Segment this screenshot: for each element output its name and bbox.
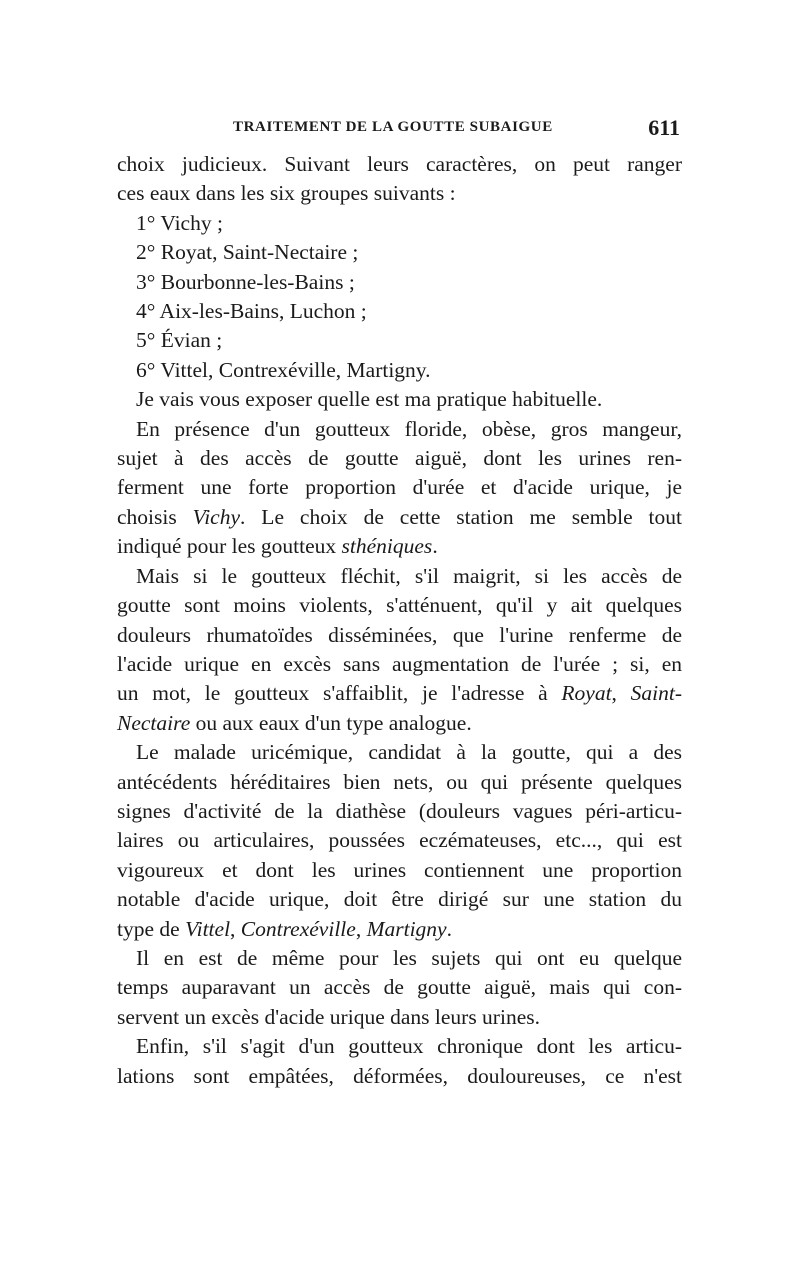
- spa-name-saint-nectaire: Saint-: [630, 681, 683, 706]
- page-number: 611: [648, 115, 680, 140]
- text-line: ces eaux dans les six groupes suivants :: [117, 181, 456, 206]
- spa-name-martigny: Martigny: [366, 916, 447, 941]
- spa-name-vittel: Vittel: [185, 916, 231, 941]
- text-run: un mot, le goutteux s'affaiblit, je l'adresse à: [117, 681, 562, 706]
- text-line: notable d'acide urique, doit être dirigé sur une station du: [117, 887, 682, 912]
- group-item-6: 6° Vittel, Contrexéville, Martigny.: [136, 357, 431, 382]
- spa-name-saint-nectaire: Nectaire: [117, 710, 191, 735]
- text-line: sujet à des accès de goutte aiguë, dont les urines ren-: [117, 446, 682, 471]
- body-text: [117, 150, 682, 1091]
- text-run: . Le choix de cette station me semble tout: [240, 504, 682, 529]
- text-line: temps auparavant un accès de goutte aiguë, mais qui con-: [117, 975, 682, 1000]
- text-line: laires ou articulaires, poussées eczémateuses, etc..., qui est: [117, 828, 682, 853]
- text-line: [117, 915, 682, 944]
- spa-name-vichy: Vichy: [192, 504, 241, 529]
- text-line: choix judicieux. Suivant leurs caractères, on peut ranger: [117, 152, 682, 176]
- text-line: lations sont empâtées, déformées, douloureuses, ce n'est: [117, 1063, 682, 1088]
- group-item-4: 4° Aix-les-Bains, Luchon ;: [136, 299, 367, 324]
- text-run: .: [432, 534, 438, 559]
- text-line: [117, 679, 682, 708]
- text-run: ,: [611, 681, 631, 706]
- text-run: ,: [355, 916, 367, 941]
- text-line: Il en est de même pour les sujets qui ont eu quelque: [136, 945, 682, 970]
- text-line: signes d'activité de la diathèse (douleurs vagues péri-articu-: [117, 798, 682, 823]
- running-title: TRAITEMENT DE LA GOUTTE SUBAIGUE: [233, 119, 553, 135]
- text-run: ou aux eaux d'un type analogue.: [190, 710, 472, 735]
- text-line: Mais si le goutteux fléchit, s'il maigrit, si les accès de: [136, 563, 682, 588]
- text-line: antécédents héréditaires bien nets, ou qui présente quelques: [117, 769, 682, 794]
- text-line: l'acide urique en excès sans augmentation de l'urée ; si, en: [117, 651, 682, 676]
- group-item-2: 2° Royat, Saint-Nectaire ;: [136, 240, 359, 265]
- text-line: goutte sont moins violents, s'atténuent, qu'il y ait quelques: [117, 593, 682, 618]
- text-line: En présence d'un goutteux floride, obèse, gros mangeur,: [136, 416, 682, 441]
- practice-line: Je vais vous exposer quelle est ma pratique habituelle.: [136, 387, 603, 412]
- text-line: servent un excès d'acide urique dans leurs urines.: [117, 1004, 540, 1029]
- text-line: [117, 503, 682, 532]
- group-item-3: 3° Bourbonne-les-Bains ;: [136, 269, 355, 294]
- text-line: [117, 532, 682, 561]
- page-header: [117, 115, 682, 141]
- text-line: Le malade uricémique, candidat à la goutte, qui a des: [136, 740, 682, 765]
- text-line: Enfin, s'il s'agit d'un goutteux chronique dont les articu-: [136, 1034, 682, 1059]
- text-run: ,: [230, 916, 241, 941]
- term-sthenic: sthéniques: [341, 534, 433, 559]
- text-line: [117, 709, 682, 738]
- text-run: .: [446, 916, 452, 941]
- group-item-5: 5° Évian ;: [136, 328, 223, 353]
- text-line: douleurs rhumatoïdes disséminées, que l'urine renferme de: [117, 622, 682, 647]
- spa-name-royat: Royat: [561, 681, 612, 706]
- spa-name-contrexeville: Contrexéville: [240, 916, 356, 941]
- text-run: indiqué pour les goutteux: [117, 534, 342, 559]
- text-line: vigoureux et dont les urines contiennent une proportion: [117, 857, 682, 882]
- group-item-1: 1° Vichy ;: [136, 210, 223, 235]
- text-run: choisis: [117, 504, 193, 529]
- text-run: type de: [117, 916, 186, 941]
- text-line: ferment une forte proportion d'urée et d'acide urique, je: [117, 475, 682, 500]
